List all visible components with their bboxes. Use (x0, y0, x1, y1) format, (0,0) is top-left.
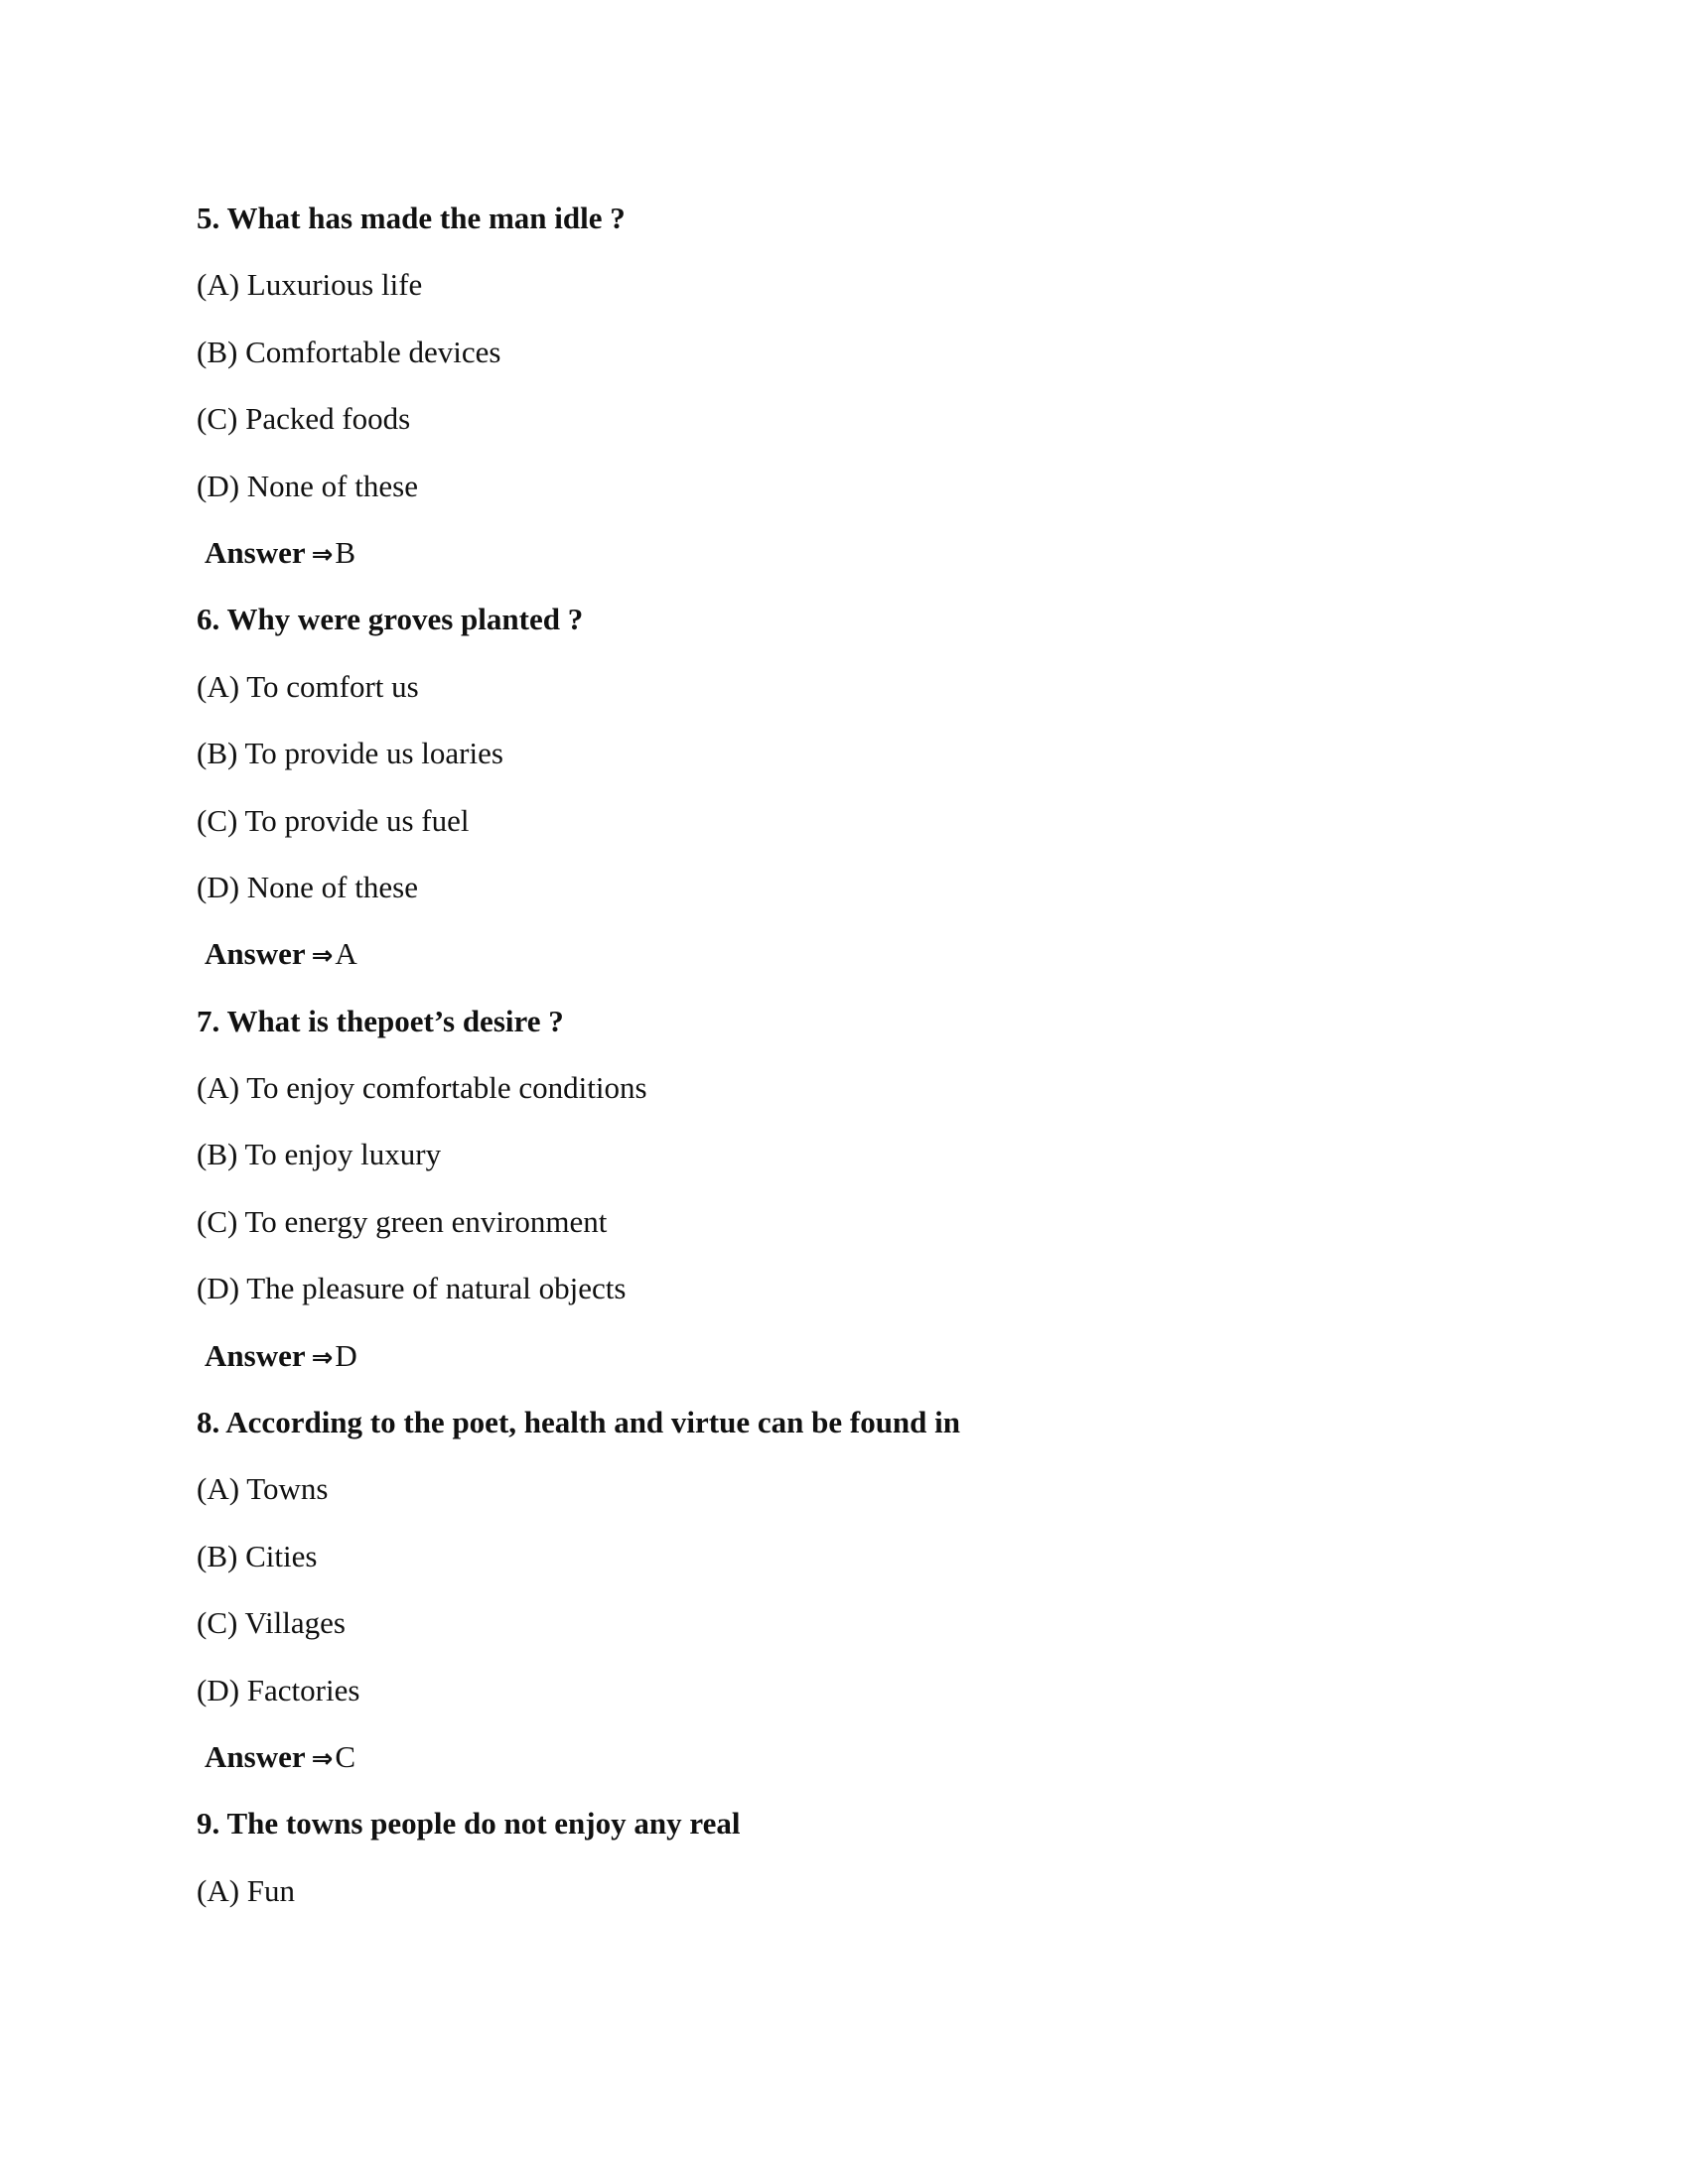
option-item: (A) To enjoy comfortable conditions (197, 1070, 647, 1106)
answer-value: C (335, 1738, 356, 1774)
answer-label: Answer (205, 936, 306, 972)
option-item: (C) Villages (197, 1605, 346, 1641)
option-item: (B) Comfortable devices (197, 334, 501, 369)
arrow-icon: ⇒ (311, 539, 334, 570)
question-list (197, 185, 960, 1924)
option-item: (A) Towns (197, 1471, 329, 1507)
option-item: (C) To provide us fuel (197, 802, 470, 838)
option-item: (D) The pleasure of natural objects (197, 1271, 627, 1306)
option-item: (A) Fun (197, 1872, 296, 1908)
option-item: (D) Factories (197, 1672, 360, 1707)
question-heading: 5. What has made the man idle ? (197, 201, 626, 235)
answer-value: A (335, 936, 357, 972)
question-heading: 6. Why were groves planted ? (197, 602, 584, 637)
answer-line (197, 519, 960, 586)
option-item: (B) To provide us loaries (197, 736, 503, 771)
option-item: (C) Packed foods (197, 401, 411, 437)
option-item: (D) None of these (197, 869, 418, 904)
answer-value: D (335, 1337, 357, 1373)
option-item: (A) Luxurious life (197, 267, 423, 303)
option-item: (C) To energy green environment (197, 1203, 608, 1239)
question-heading: 9. The towns people do not enjoy any real (197, 1806, 741, 1842)
answer-label: Answer (205, 1738, 306, 1774)
answer-value: B (335, 534, 356, 570)
answer-label: Answer (205, 1337, 306, 1373)
option-item: (B) Cities (197, 1538, 318, 1573)
question-heading: 8. According to the poet, health and virtue can be found in (197, 1405, 961, 1440)
answer-line (197, 920, 960, 987)
question-heading: 7. What is thepoet’s desire ? (197, 1003, 564, 1038)
answer-line (197, 1723, 960, 1790)
arrow-icon: ⇒ (311, 1743, 334, 1774)
arrow-icon: ⇒ (311, 941, 334, 972)
option-item: (B) To enjoy luxury (197, 1137, 442, 1172)
option-item: (A) To comfort us (197, 668, 419, 704)
arrow-icon: ⇒ (311, 1342, 334, 1373)
answer-label: Answer (205, 534, 306, 570)
option-item: (D) None of these (197, 468, 418, 503)
answer-line (197, 1322, 960, 1389)
